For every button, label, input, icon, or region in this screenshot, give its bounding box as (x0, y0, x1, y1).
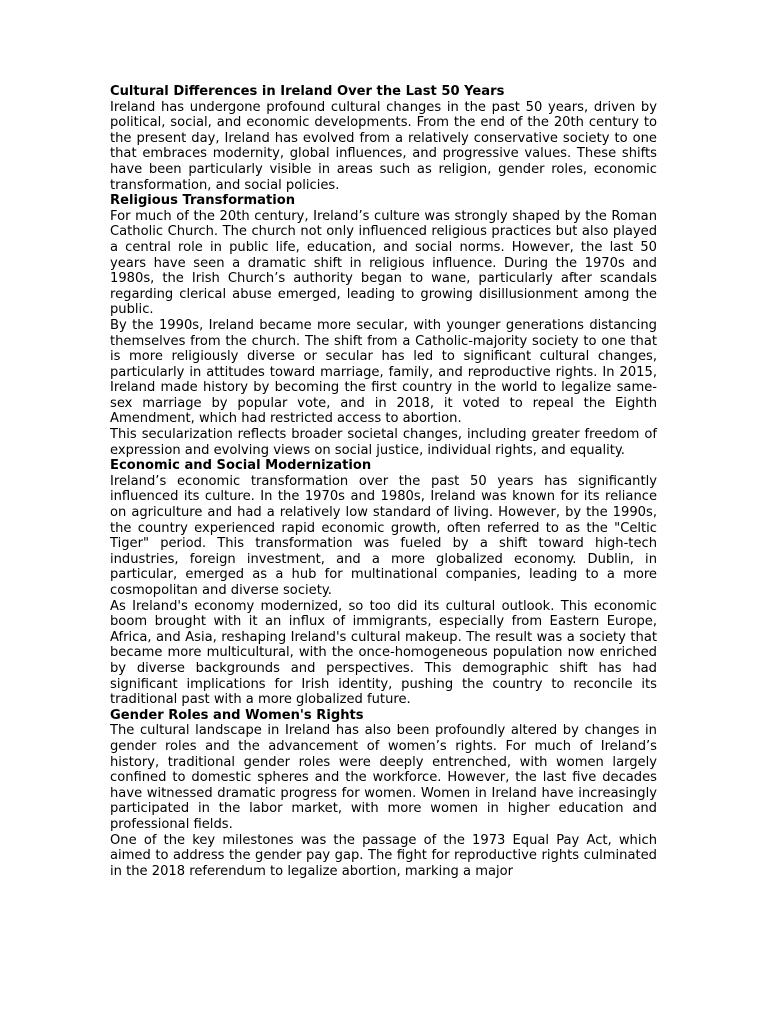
body-paragraph: As Ireland's economy modernized, so too did its cultural outlook. This economic boom brought with it an influx of immigrants, especially from Eastern Europe, Africa, and Asia, reshaping Ireland's cultural makeup. The result was a society that became more multicultural, with the once-homogeneous population now enriched by diverse backgrounds and perspectives. This demographic shift has had significant implications for Irish identity, pushing the country to reconcile its traditional past with a more globalized future. (110, 598, 657, 708)
body-paragraph: By the 1990s, Ireland became more secular, with younger generations distancing themselves from the church. The shift from a Catholic-majority society to one that is more religiously diverse or secular has led to significant cultural changes, particularly in attitudes toward marriage, family, and reproductive rights. In 2015, Ireland made history by becoming the first country in the world to legalize same-sex marriage by popular vote, and in 2018, it voted to repeal the Eighth Amendment, which had restricted access to abortion. (110, 317, 657, 427)
section-heading-religious-transformation: Religious Transformation (110, 193, 296, 209)
section-heading-gender-roles: Gender Roles and Women's Rights (110, 707, 364, 723)
body-paragraph: The cultural landscape in Ireland has also been profoundly altered by changes in gender roles and the advancement of women’s rights. For much of Ireland’s history, traditional gender roles were deeply entrenched, with women largely confined to domestic spheres and the workforce. However, the last five decades have witnessed dramatic progress for women. Women in Ireland have increasingly participated in the labor market, with more women in higher education and professional fields. (110, 723, 657, 832)
document-page (110, 84, 657, 879)
intro-paragraph: Ireland has undergone profound cultural changes in the past 50 years, driven by political, social, and economic developments. From the end of the 20th century to the present day, Ireland has evolved from a relatively conservative society to one that embraces modernity, global influences, and progressive values. These shifts have been particularly visible in areas such as religion, gender roles, economic transformation, and social policies. (110, 99, 657, 193)
body-paragraph: One of the key milestones was the passage of the 1973 Equal Pay Act, which aimed to address the gender pay gap. The fight for reproductive rights culminated in the 2018 referendum to legalize abortion, marking a major (110, 832, 657, 879)
section-heading-economic-modernization: Economic and Social Modernization (110, 458, 372, 474)
body-paragraph: Ireland’s economic transformation over the past 50 years has significantly influenced its culture. In the 1970s and 1980s, Ireland was known for its reliance on agriculture and had a relatively low standard of living. However, by the 1990s, the country experienced rapid economic growth, often referred to as the "Celtic Tiger" period. This transformation was fueled by a shift toward high-tech industries, foreign investment, and a more globalized economy. Dublin, in particular, emerged as a hub for multinational companies, leading to a more cosmopolitan and diverse society. (110, 473, 657, 598)
body-paragraph: For much of the 20th century, Ireland’s culture was strongly shaped by the Roman Catholic Church. The church not only influenced religious practices but also played a central role in public life, education, and social norms. However, the last 50 years have seen a dramatic shift in religious influence. During the 1970s and 1980s, the Irish Church’s authority began to wane, particularly after scandals regarding clerical abuse emerged, leading to growing disillusionment among the public. (110, 208, 657, 318)
body-paragraph: This secularization reflects broader societal changes, including greater freedom of expression and evolving views on social justice, individual rights, and equality. (110, 427, 657, 458)
document-title: Cultural Differences in Ireland Over the Last 50 Years (110, 84, 505, 99)
